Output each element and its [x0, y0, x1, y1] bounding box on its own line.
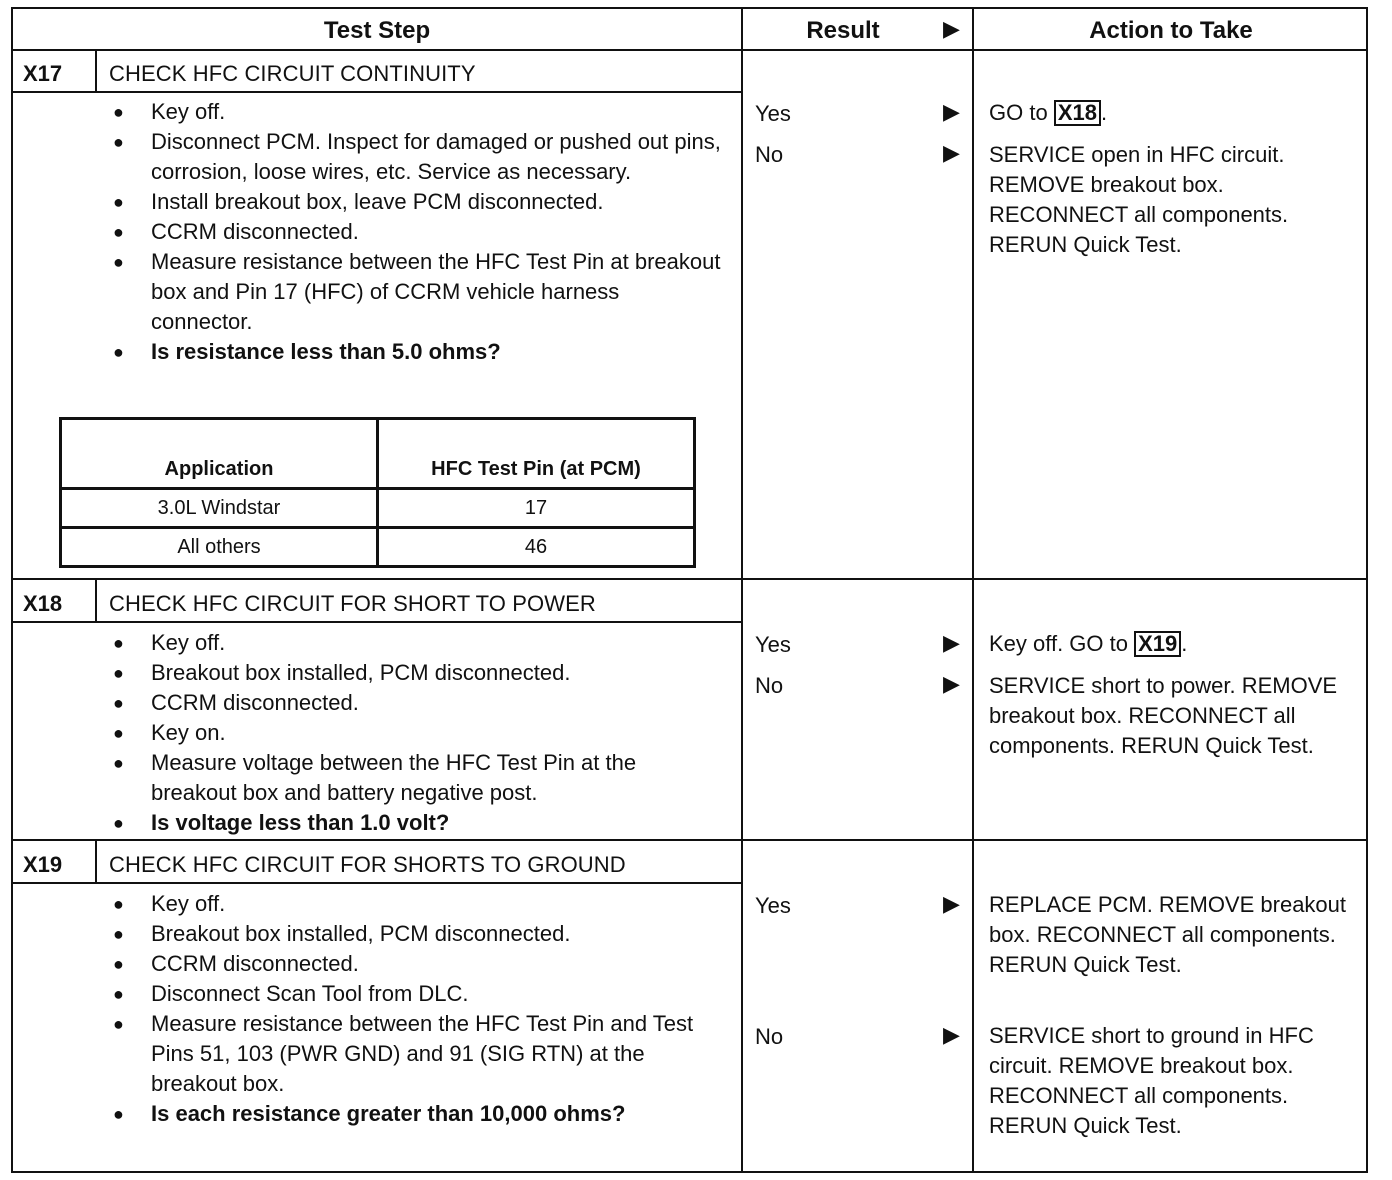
- arrow-right-icon: ▶: [943, 891, 960, 916]
- action-text: .: [1100, 100, 1108, 125]
- bullet-question: ● Is resistance less than 5.0 ohms?: [105, 337, 725, 367]
- arrow-right-icon: ▶: [943, 1022, 960, 1047]
- header-divider: [13, 49, 1368, 51]
- action-no: SERVICE short to power. REMOVE breakout box. RECONNECT all components. RERUN Quick Test.: [989, 673, 1338, 758]
- bullet-item: ● Measure resistance between the HFC Test Pin at breakout box and Pin 17 (HFC) of CCRM vehicle harness connector.: [105, 247, 725, 337]
- step-title: CHECK HFC CIRCUIT FOR SHORTS TO GROUND: [109, 852, 626, 877]
- bullet-item: ● CCRM disconnected.: [105, 688, 725, 718]
- step-title: CHECK HFC CIRCUIT CONTINUITY: [109, 61, 476, 86]
- result-no: No: [755, 1024, 784, 1049]
- action-no: SERVICE open in HFC circuit. REMOVE breakout box. RECONNECT all components. RERUN Quick Test.: [989, 142, 1289, 257]
- bullet-item: ● Key off.: [105, 628, 725, 658]
- bullet-question: ● Is voltage less than 1.0 volt?: [105, 808, 725, 838]
- bullet-item: ● Key off.: [105, 97, 725, 127]
- bullet-item: ● Breakout box installed, PCM disconnected.: [105, 658, 725, 688]
- action-text: .: [1181, 631, 1188, 656]
- step-id: X17: [23, 61, 63, 86]
- bullet-item: ● Install breakout box, leave PCM disconnected.: [105, 187, 725, 217]
- result-no: No: [755, 673, 784, 698]
- bullet-item: ● Breakout box installed, PCM disconnected.: [105, 919, 725, 949]
- bullet-item: ● Measure voltage between the HFC Test Pin at the breakout box and battery negative post.: [105, 748, 725, 808]
- table-header-test-pin: HFC Test Pin (at PCM): [378, 419, 695, 489]
- step-id: X19: [23, 852, 63, 877]
- action-text: GO to: [989, 100, 1048, 125]
- result-yes: Yes: [755, 893, 791, 918]
- title-divider: [13, 91, 741, 93]
- header-action: Action to Take: [1089, 17, 1253, 44]
- arrow-right-icon: ▶: [943, 630, 960, 655]
- bullet-item: ● CCRM disconnected.: [105, 217, 725, 247]
- table-row: [61, 528, 695, 567]
- table-cell: 3.0L Windstar: [61, 489, 378, 528]
- arrow-right-icon: ▶: [943, 16, 960, 41]
- result-no: No: [755, 142, 784, 167]
- header-result: Result: [806, 17, 880, 44]
- result-yes: Yes: [755, 101, 791, 126]
- id-divider: [95, 580, 97, 622]
- action-yes: [989, 629, 1367, 659]
- column-divider: [741, 9, 743, 1171]
- table-cell: 46: [378, 528, 695, 567]
- step-bullets: [105, 889, 725, 1129]
- step-bullets: [105, 628, 725, 838]
- bullet-item: ● CCRM disconnected.: [105, 949, 725, 979]
- table-header-application: Application: [61, 419, 378, 489]
- step-title: CHECK HFC CIRCUIT FOR SHORT TO POWER: [109, 591, 596, 616]
- table-cell: 17: [378, 489, 695, 528]
- result-yes: Yes: [755, 632, 791, 657]
- table-row: [61, 489, 695, 528]
- diagnostic-table: [11, 7, 1368, 1173]
- arrow-right-icon: ▶: [943, 671, 960, 696]
- title-divider: [13, 882, 741, 884]
- action-text: Key off. GO to: [989, 631, 1128, 656]
- bullet-item: ● Disconnect Scan Tool from DLC.: [105, 979, 725, 1009]
- column-divider: [972, 9, 974, 1171]
- step-divider: [13, 839, 1368, 841]
- action-yes: REPLACE PCM. REMOVE breakout box. RECONNECT all components. RERUN Quick Test.: [989, 892, 1347, 977]
- application-table: [59, 417, 696, 568]
- bullet-item: ● Measure resistance between the HFC Test Pin and Test Pins 51, 103 (PWR GND) and 91 (SIG RTN) at the breakout box.: [105, 1009, 725, 1099]
- id-divider: [95, 841, 97, 883]
- step-reference-link[interactable]: X19: [1134, 631, 1181, 657]
- arrow-right-icon: ▶: [943, 99, 960, 124]
- step-id: X18: [23, 591, 63, 616]
- step-divider: [13, 578, 1368, 580]
- arrow-right-icon: ▶: [943, 140, 960, 165]
- bullet-question: ● Is each resistance greater than 10,000 ohms?: [105, 1099, 725, 1129]
- id-divider: [95, 51, 97, 91]
- title-divider: [13, 621, 741, 623]
- action-no: SERVICE short to ground in HFC circuit. REMOVE breakout box. RECONNECT all components. RERUN Quick Test.: [989, 1023, 1314, 1138]
- bullet-item: ● Disconnect PCM. Inspect for damaged or pushed out pins, corrosion, loose wires, etc. Service as necessary.: [105, 127, 725, 187]
- bullet-item: ● Key off.: [105, 889, 725, 919]
- header-test-step: Test Step: [323, 17, 431, 44]
- step-bullets: [105, 97, 725, 367]
- bullet-item: ● Key on.: [105, 718, 725, 748]
- action-yes: [989, 98, 1367, 128]
- table-cell: All others: [61, 528, 378, 567]
- step-reference-link[interactable]: X18: [1054, 100, 1101, 126]
